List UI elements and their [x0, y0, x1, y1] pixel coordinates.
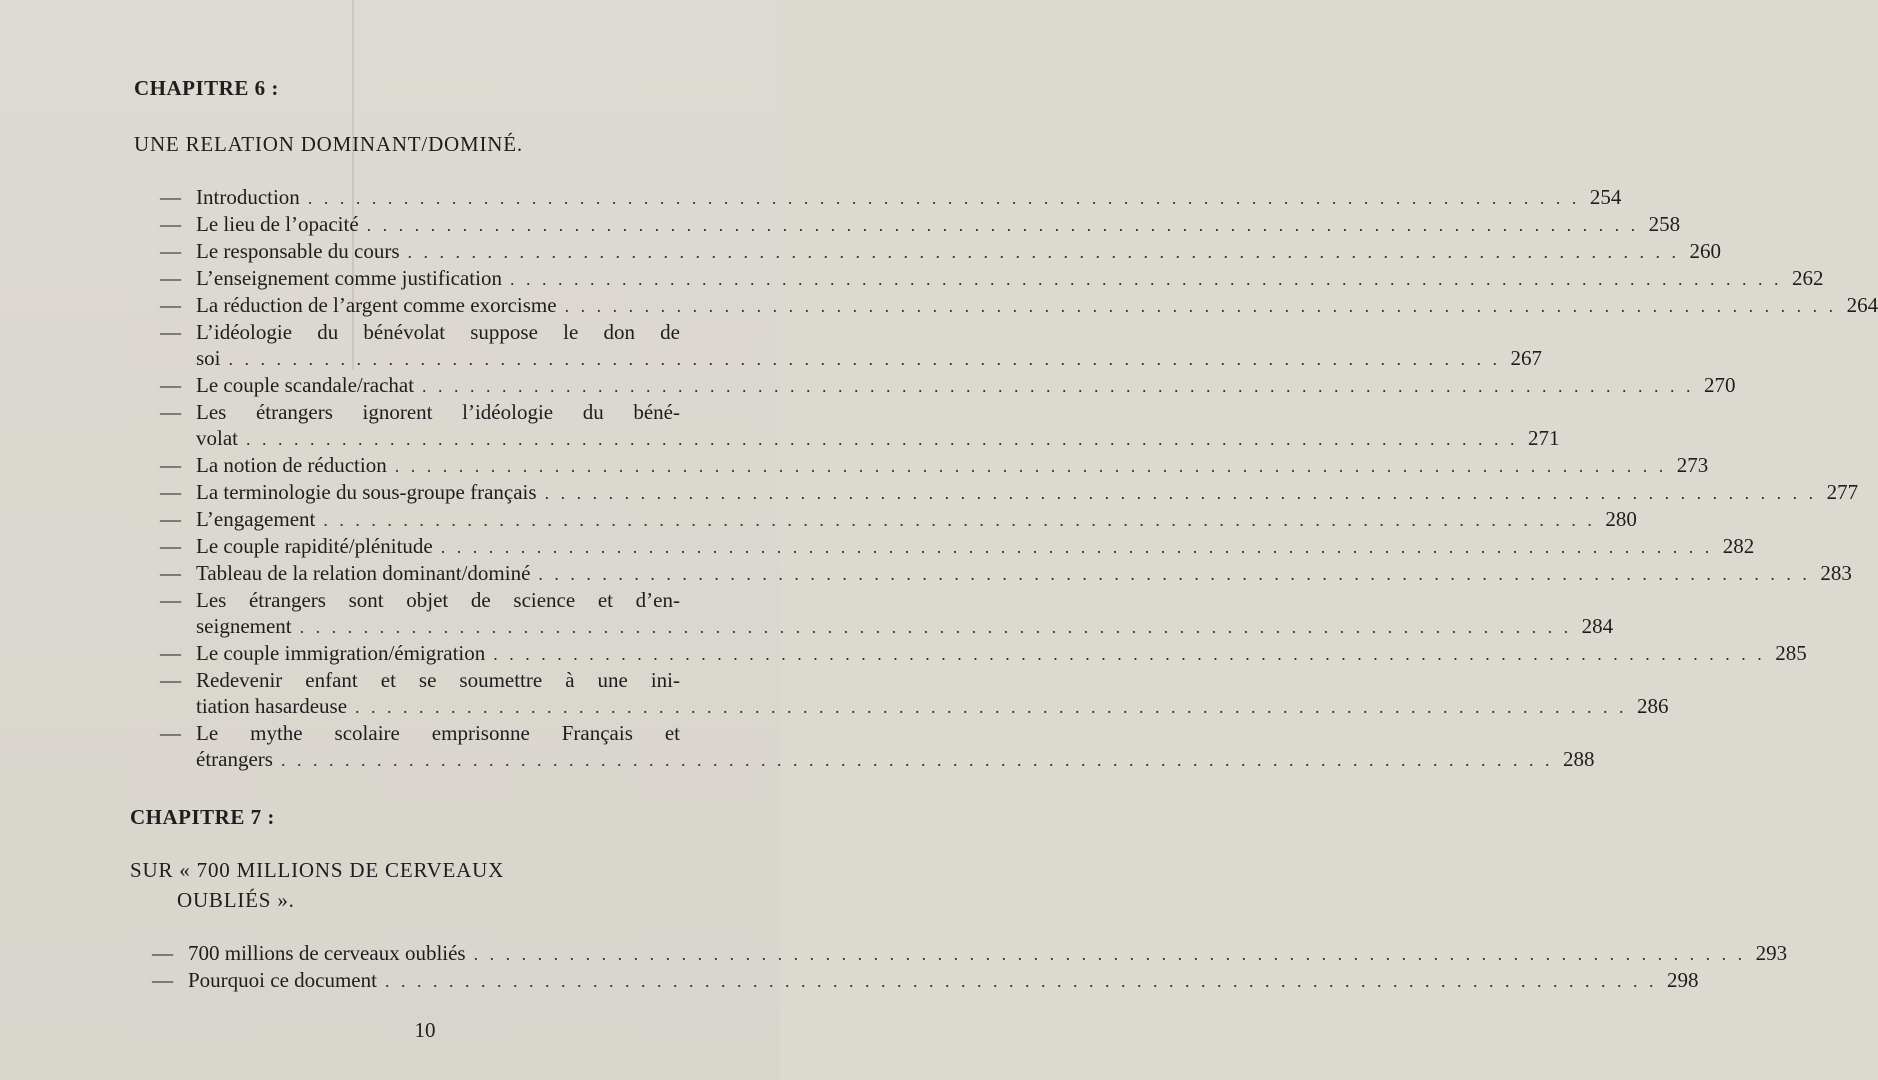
toc-dash: —: [160, 400, 181, 424]
toc-entry: [160, 372, 1736, 399]
toc-dash: —: [160, 266, 181, 290]
toc-page-number: 264: [1846, 293, 1878, 317]
chapter-7-title-line2: OUBLIÉS ».: [177, 888, 295, 912]
toc-entry: [160, 184, 1622, 211]
toc-entry-title: tiation hasardeuse: [196, 694, 348, 718]
toc-page-number: 273: [1676, 453, 1709, 477]
toc-leader-dots: . . . . . . . . . . . . . . . . . . . . . . . . . . . . . . . . . . . . . . . . . . . . . . . . . . . . . . . . . . . . . . . . . . . . . . . . . . . . . . . .: [323, 510, 1596, 530]
toc-dash: —: [152, 968, 173, 992]
toc-page-number: 254: [1589, 185, 1622, 209]
toc-entry: [160, 452, 1709, 479]
chapter-7-title-line1: SUR « 700 MILLIONS DE CERVEAUX: [130, 858, 505, 882]
toc-entry: [160, 560, 1852, 587]
toc-entry: [160, 506, 1637, 533]
toc-entry-title: Le couple scandale/rachat: [196, 373, 415, 397]
toc-dash: —: [160, 588, 181, 612]
toc-dash: —: [160, 480, 181, 504]
toc-entry-title: Le couple immigration/émigration: [196, 641, 486, 665]
toc-entry: [152, 940, 1788, 967]
toc-entry: [152, 967, 1699, 994]
toc-entry: [160, 667, 1669, 720]
toc-dash: —: [160, 668, 181, 692]
toc-entry-title: Introduction: [196, 185, 300, 209]
toc-dash: —: [160, 721, 181, 745]
toc-dash: —: [160, 293, 181, 317]
toc-entry-title-line: Le mythe scolaire emprisonne Français et: [196, 721, 680, 745]
toc-entry-title: seignement: [196, 614, 292, 638]
toc-entry: [160, 479, 1859, 506]
toc-entry-title-line: L’idéologie du bénévolat suppose le don de: [196, 320, 680, 344]
toc-entry-title: L’enseignement comme justification: [196, 266, 502, 290]
toc-page-number: 270: [1704, 373, 1736, 397]
toc-dash: —: [160, 641, 181, 665]
toc-entry-title-line: Les étrangers ignorent l’idéologie du béné-: [196, 400, 680, 424]
toc-page-number: 298: [1666, 968, 1699, 992]
toc-dash: —: [160, 507, 181, 531]
toc-leader-dots: . . . . . . . . . . . . . . . . . . . . . . . . . . . . . . . . . . . . . . . . . . . . . . . . . . . . . . . . . . . . . . . . . . . . . . . . . . . . . . . .: [280, 750, 1553, 770]
toc-leader-dots: . . . . . . . . . . . . . . . . . . . . . . . . . . . . . . . . . . . . . . . . . . . . . . . . . . . . . . . . . . . . . . . . . . . . . . . . . . . . . . . .: [228, 349, 1501, 369]
toc-entry-title: 700 millions de cerveaux oubliés: [188, 941, 466, 965]
toc-entry: [160, 238, 1722, 265]
toc-page-number: 262: [1791, 266, 1824, 290]
toc-entry-title: volat: [196, 426, 238, 450]
toc-entry-title: La terminologie du sous-groupe français: [196, 480, 537, 504]
toc-entry: [160, 265, 1824, 292]
toc-page-number: 280: [1605, 507, 1637, 531]
toc-entry-title: La notion de réduction: [196, 453, 387, 477]
toc-entry: [160, 533, 1755, 560]
toc-entry: [160, 292, 1878, 319]
toc-leader-dots: . . . . . . . . . . . . . . . . . . . . . . . . . . . . . . . . . . . . . . . . . . . . . . . . . . . . . . . . . . . . . . . . . . . . . . . . . . . . . . . .: [384, 971, 1657, 991]
toc-page-number: 277: [1826, 480, 1859, 504]
toc-dash: —: [160, 534, 181, 558]
toc-entry-title: soi: [196, 346, 221, 370]
toc-page-number: 260: [1689, 239, 1722, 263]
toc-dash: —: [160, 320, 181, 344]
chapter-6-toc: [160, 184, 1878, 773]
toc-leader-dots: . . . . . . . . . . . . . . . . . . . . . . . . . . . . . . . . . . . . . . . . . . . . . . . . . . . . . . . . . . . . . . . . . . . . . . . . . . . . . . . .: [509, 269, 1782, 289]
toc-leader-dots: . . . . . . . . . . . . . . . . . . . . . . . . . . . . . . . . . . . . . . . . . . . . . . . . . . . . . . . . . . . . . . . . . . . . . . . . . . . . . . . .: [493, 644, 1766, 664]
toc-page-number: 283: [1820, 561, 1852, 585]
chapter-6-title: UNE RELATION DOMINANT/DOMINÉ.: [134, 132, 523, 156]
page-number: 10: [414, 1018, 436, 1042]
toc-entry-title-line: Redevenir enfant et se soumettre à une ini-: [196, 668, 680, 692]
toc-entry-title: Le responsable du cours: [196, 239, 400, 263]
toc-page-number: 284: [1581, 614, 1614, 638]
toc-dash: —: [160, 212, 181, 236]
toc-leader-dots: . . . . . . . . . . . . . . . . . . . . . . . . . . . . . . . . . . . . . . . . . . . . . . . . . . . . . . . . . . . . . . . . . . . . . . . . . . . . . . . .: [246, 429, 1518, 449]
toc-dash: —: [160, 239, 181, 263]
toc-entry-title: Le couple rapidité/plénitude: [196, 534, 433, 558]
toc-entry-title: La réduction de l’argent comme exorcisme: [196, 293, 557, 317]
toc-leader-dots: . . . . . . . . . . . . . . . . . . . . . . . . . . . . . . . . . . . . . . . . . . . . . . . . . . . . . . . . . . . . . . . . . . . . . . . . . . . . . . . .: [407, 242, 1680, 262]
toc-entry-title: étrangers: [196, 747, 273, 771]
toc-page-number: 285: [1775, 641, 1807, 665]
toc-leader-dots: . . . . . . . . . . . . . . . . . . . . . . . . . . . . . . . . . . . . . . . . . . . . . . . . . . . . . . . . . . . . . . . . . . . . . . . . . . . . . . . .: [440, 537, 1713, 557]
toc-entry-title: L’engagement: [196, 507, 316, 531]
toc-dash: —: [160, 185, 181, 209]
toc-leader-dots: . . . . . . . . . . . . . . . . . . . . . . . . . . . . . . . . . . . . . . . . . . . . . . . . . . . . . . . . . . . . . . . . . . . . . . . . . . . . . . . .: [366, 215, 1639, 235]
toc-entry-title-line: Les étrangers sont objet de science et d’en-: [196, 588, 680, 612]
toc-leader-dots: . . . . . . . . . . . . . . . . . . . . . . . . . . . . . . . . . . . . . . . . . . . . . . . . . . . . . . . . . . . . . . . . . . . . . . . . . . . . . . . .: [564, 296, 1837, 316]
chapter-6-label: CHAPITRE 6 :: [134, 76, 279, 100]
toc-entry: [160, 319, 1543, 372]
toc-dash: —: [160, 561, 181, 585]
toc-entry: [160, 211, 1681, 238]
toc-leader-dots: . . . . . . . . . . . . . . . . . . . . . . . . . . . . . . . . . . . . . . . . . . . . . . . . . . . . . . . . . . . . . . . . . . . . . . . . . . . . . . . .: [473, 944, 1746, 964]
toc-page-number: 267: [1510, 346, 1543, 370]
toc-leader-dots: . . . . . . . . . . . . . . . . . . . . . . . . . . . . . . . . . . . . . . . . . . . . . . . . . . . . . . . . . . . . . . . . . . . . . . . . . . . . . . . .: [307, 188, 1580, 208]
toc-leader-dots: . . . . . . . . . . . . . . . . . . . . . . . . . . . . . . . . . . . . . . . . . . . . . . . . . . . . . . . . . . . . . . . . . . . . . . . . . . . . . . . .: [355, 697, 1628, 717]
chapter-7-toc: [152, 940, 1788, 994]
toc-page-number: 293: [1755, 941, 1788, 965]
toc-entry-title: Pourquoi ce document: [188, 968, 377, 992]
toc-dash: —: [160, 373, 181, 397]
toc-page-number: 258: [1648, 212, 1681, 236]
toc-entry-title: Le lieu de l’opacité: [196, 212, 359, 236]
toc-page-number: 282: [1722, 534, 1755, 558]
toc-page-number: 286: [1637, 694, 1669, 718]
toc-dash: —: [152, 941, 173, 965]
toc-leader-dots: . . . . . . . . . . . . . . . . . . . . . . . . . . . . . . . . . . . . . . . . . . . . . . . . . . . . . . . . . . . . . . . . . . . . . . . . . . . . . . . .: [422, 376, 1695, 396]
toc-page-number: 288: [1562, 747, 1595, 771]
toc-page-number: 271: [1528, 426, 1560, 450]
toc-entry-title: Tableau de la relation dominant/dominé: [196, 561, 531, 585]
toc-leader-dots: . . . . . . . . . . . . . . . . . . . . . . . . . . . . . . . . . . . . . . . . . . . . . . . . . . . . . . . . . . . . . . . . . . . . . . . . . . . . . . . .: [299, 617, 1572, 637]
toc-leader-dots: . . . . . . . . . . . . . . . . . . . . . . . . . . . . . . . . . . . . . . . . . . . . . . . . . . . . . . . . . . . . . . . . . . . . . . . . . . . . . . . .: [544, 483, 1817, 503]
toc-entry: [160, 587, 1614, 640]
toc-entry: [160, 720, 1595, 773]
toc-entry: [160, 399, 1560, 452]
toc-leader-dots: . . . . . . . . . . . . . . . . . . . . . . . . . . . . . . . . . . . . . . . . . . . . . . . . . . . . . . . . . . . . . . . . . . . . . . . . . . . . . . . .: [538, 564, 1811, 584]
toc-dash: —: [160, 453, 181, 477]
toc-leader-dots: . . . . . . . . . . . . . . . . . . . . . . . . . . . . . . . . . . . . . . . . . . . . . . . . . . . . . . . . . . . . . . . . . . . . . . . . . . . . . . . .: [394, 456, 1667, 476]
chapter-7-label: CHAPITRE 7 :: [130, 805, 275, 829]
toc-entry: [160, 640, 1807, 667]
